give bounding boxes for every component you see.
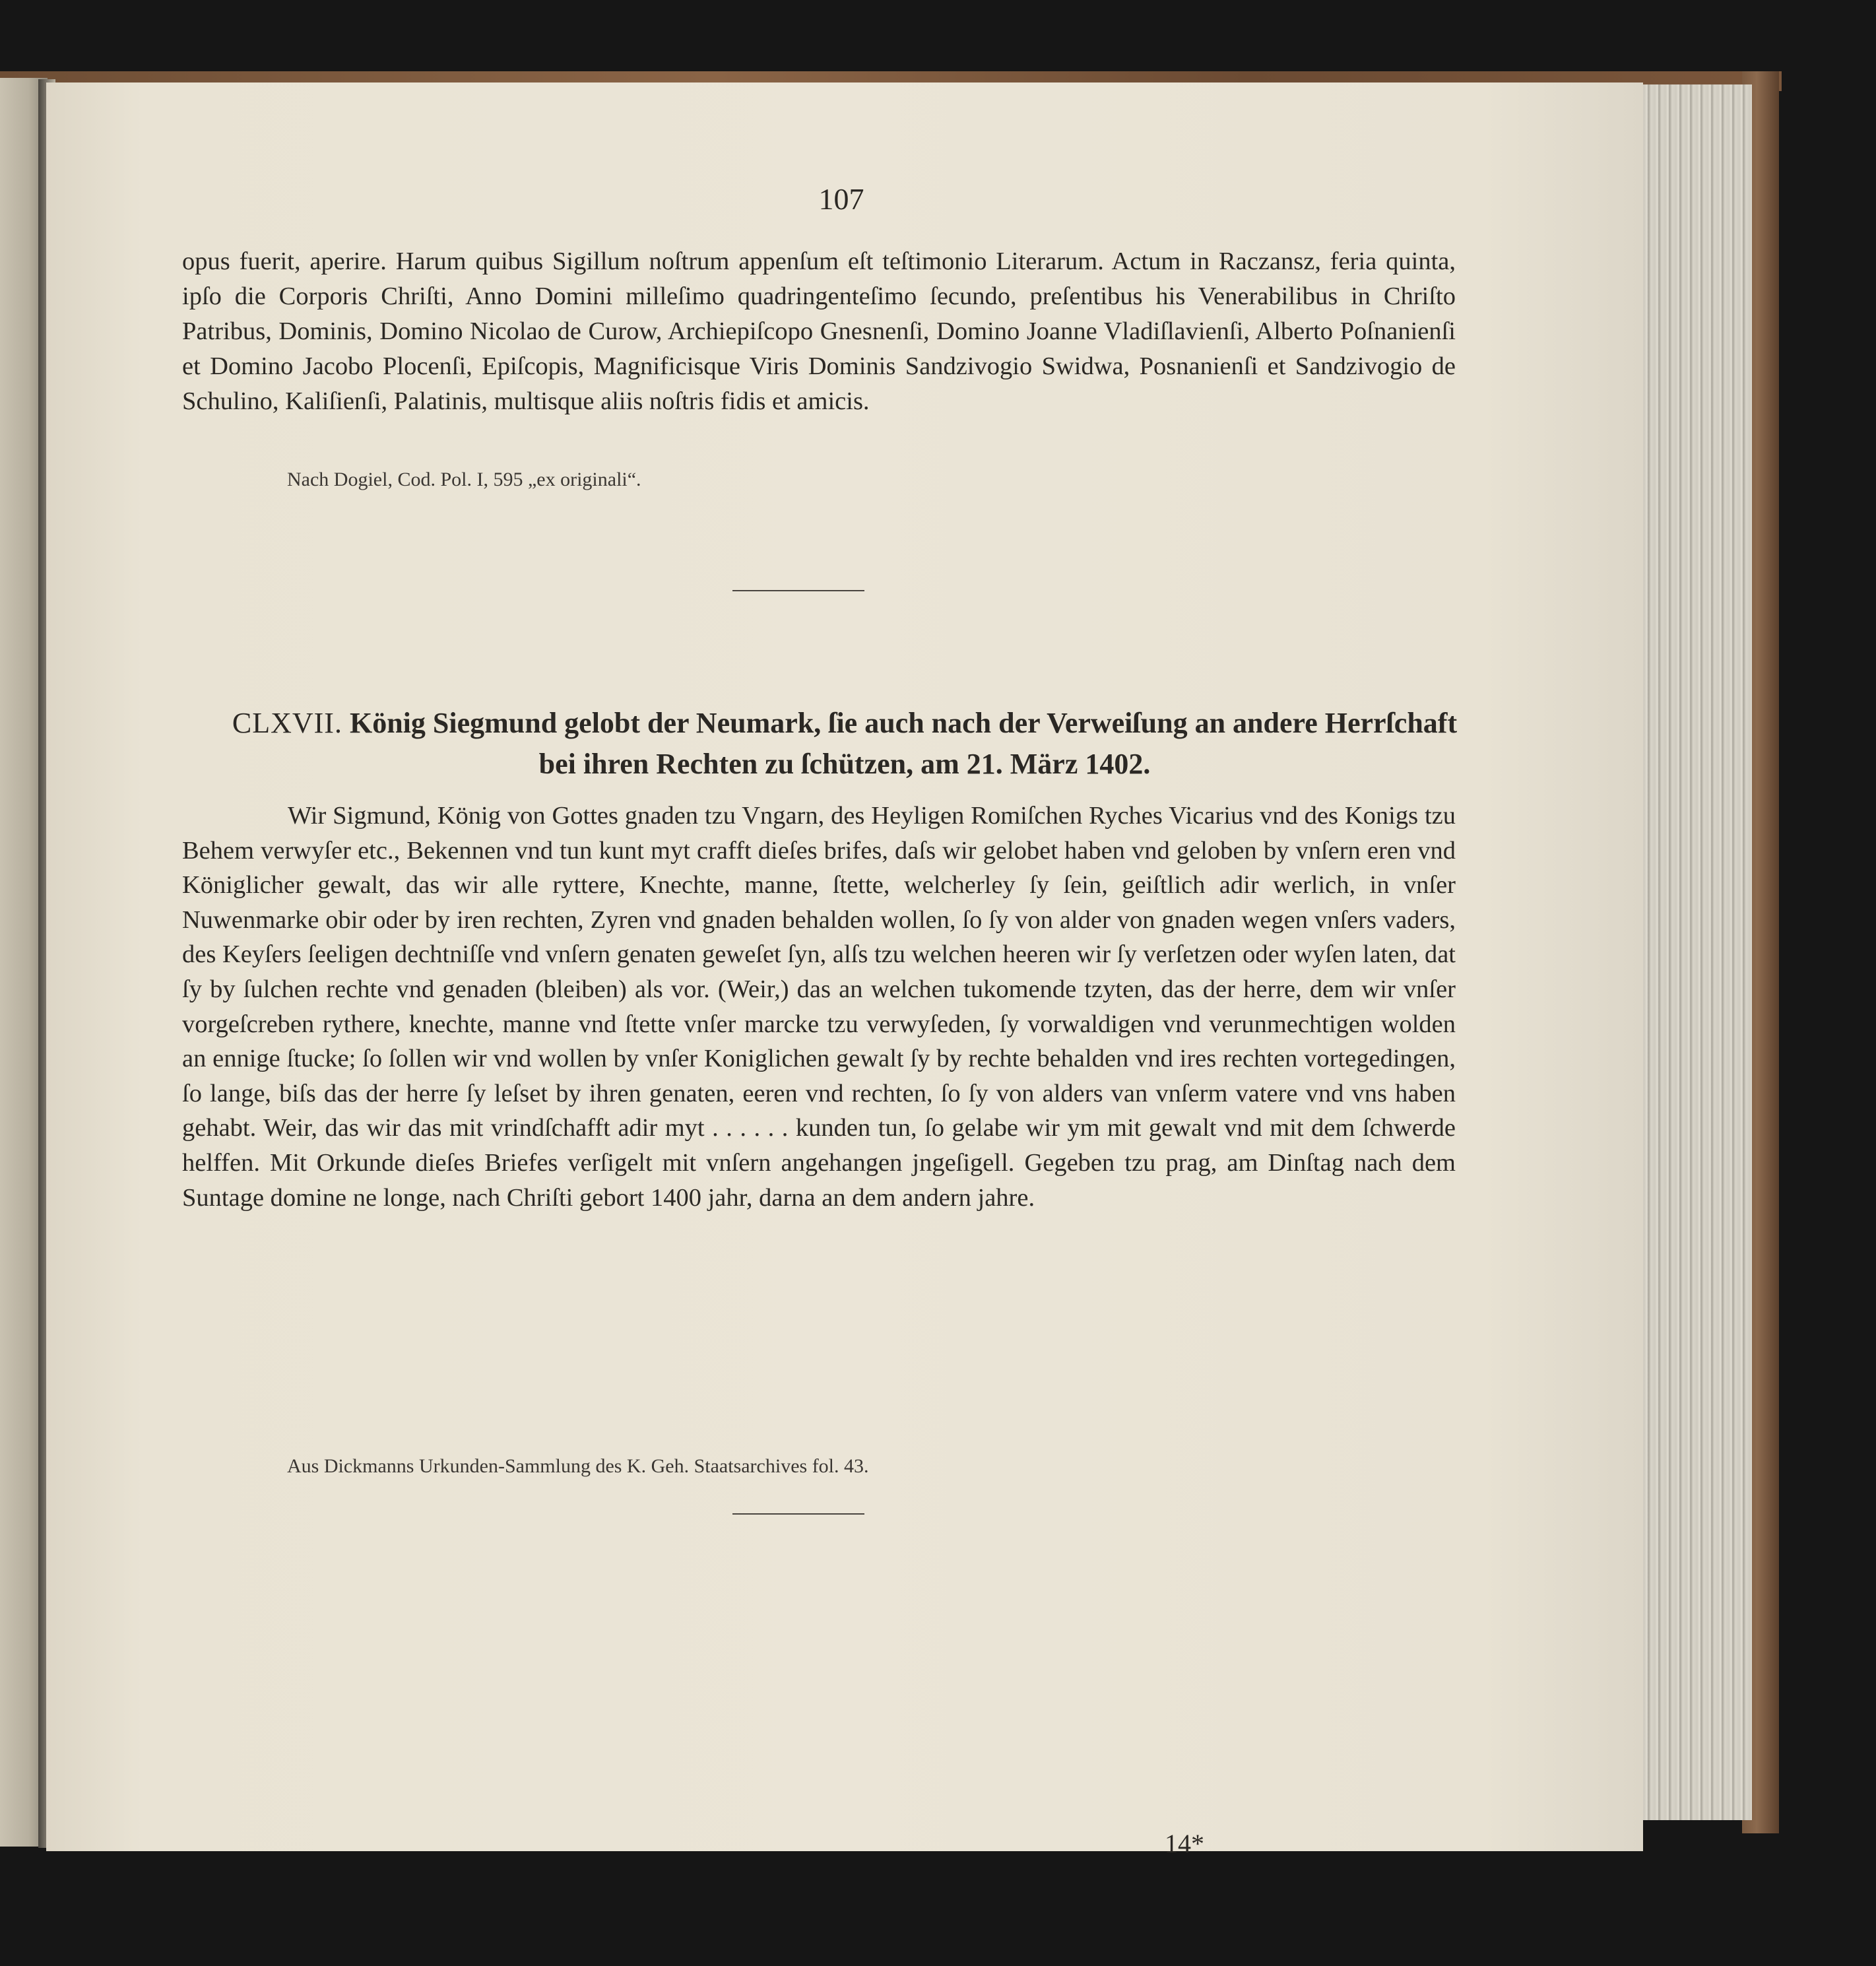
book-page bbox=[46, 82, 1643, 1858]
document-heading bbox=[218, 703, 1472, 785]
archive-source-note: Aus Dickmanns Urkunden-Sammlung des K. Geh. Staatsarchives fol. 43. bbox=[287, 1455, 869, 1477]
latin-paragraph bbox=[182, 244, 1456, 419]
document-numeral: CLXVII. bbox=[232, 707, 342, 739]
page-stack-edges bbox=[1630, 84, 1752, 1820]
signature-mark: 14* bbox=[1165, 1829, 1204, 1858]
page-number: 107 bbox=[818, 182, 864, 216]
section-divider-bottom bbox=[732, 1513, 864, 1515]
document-body bbox=[182, 799, 1456, 1215]
document-title: König Siegmund gelobt der Neumark, ſie auch nach der Verweiſung an andere Herrſchaft bei ihren Rechten zu ſchützen, am 21. März 1402. bbox=[349, 707, 1458, 780]
source-note: Nach Dogiel, Cod. Pol. I, 595 „ex originali“. bbox=[287, 469, 641, 490]
section-divider bbox=[732, 590, 864, 591]
latin-paragraph-text: opus fuerit, aperire. Harum quibus Sigillum noſtrum appenſum eſt teſtimonio Literarum. Actum in Raczansz, feria quinta, ipſo die Corporis Chriſti, Anno Domini milleſimo quadringenteſimo ſecundo, preſentibus his Venerabilibus in Chriſto Patribus, Dominis, Domino Nicolao de Curow, Archiepiſcopo Gnesnenſi, Domino Joanne Vladiſlavienſi, Alberto Poſnanienſi et Domino Jacobo Plocenſi, Epiſcopis, Magnificisque Viris Dominis Sandzivogio Swidwa, Posnanienſi et Sandzivogio de Schulino, Kaliſienſi, Palatinis, multisque aliis noſtris fidis et amicis. bbox=[182, 247, 1456, 415]
document-body-text: Wir Sigmund, König von Gottes gnaden tzu Vngarn, des Heyligen Romiſchen Ryches Vicarius vnd des Konigs tzu Behem verwyſer etc., Bekennen vnd tun kunt myt crafft dieſes brifes, daſs wir gelobet haben vnd geloben by vnſern eren vnd Königlicher gewalt, das wir alle ryttere, Knechte, manne, ſtette, welcherley ſy ſein, geiſtlich adir werlich, in vnſer Nuwenmarke obir oder by iren rechten, Zyren vnd gnaden behalden wollen, ſo ſy von alder von gnaden wegen vnſers vaders, des Keyſers ſeeligen dechtniſſe vnd vnſern genaten geweſet ſyn, alſs tzu welchen heeren wir ſy verſetzen oder wyſen laten, dat ſy by ſulchen rechte vnd genaden (bleiben) als vor. (Weir,) das an welchen tukomende tzyten, das der herre, dem wir vnſer vorgeſcreben rythere, knechte, manne vnd ſtette vnſer marcke tzu verwyſeden, ſy vorwaldigen vnd verunmechtigen wolden an ennige ſtucke; ſo ſollen wir vnd wollen by vnſer Koniglichen gewalt ſy by rechte behalden vnd ires rechten vortegedingen, ſo lange, biſs das der herre ſy leſset by ihren genaten, eeren vnd rechten, ſo ſy von alders van vnſerm vatere vnd vns haben gehabt. Weir, das wir das mit vrindſchafft adir myt . . . . . . kunden tun, ſo gelabe wir ym mit gewalt vnd mit dem ſchwerde helffen. Mit Orkunde dieſes Briefes verſigelt mit vnſern angehangen jngeſigell. Gegeben tzu prag, am Dinſtag nach dem Suntage domine ne longe, nach Chriſti gebort 1400 jahr, darna an dem andern jahre. bbox=[182, 802, 1456, 1212]
